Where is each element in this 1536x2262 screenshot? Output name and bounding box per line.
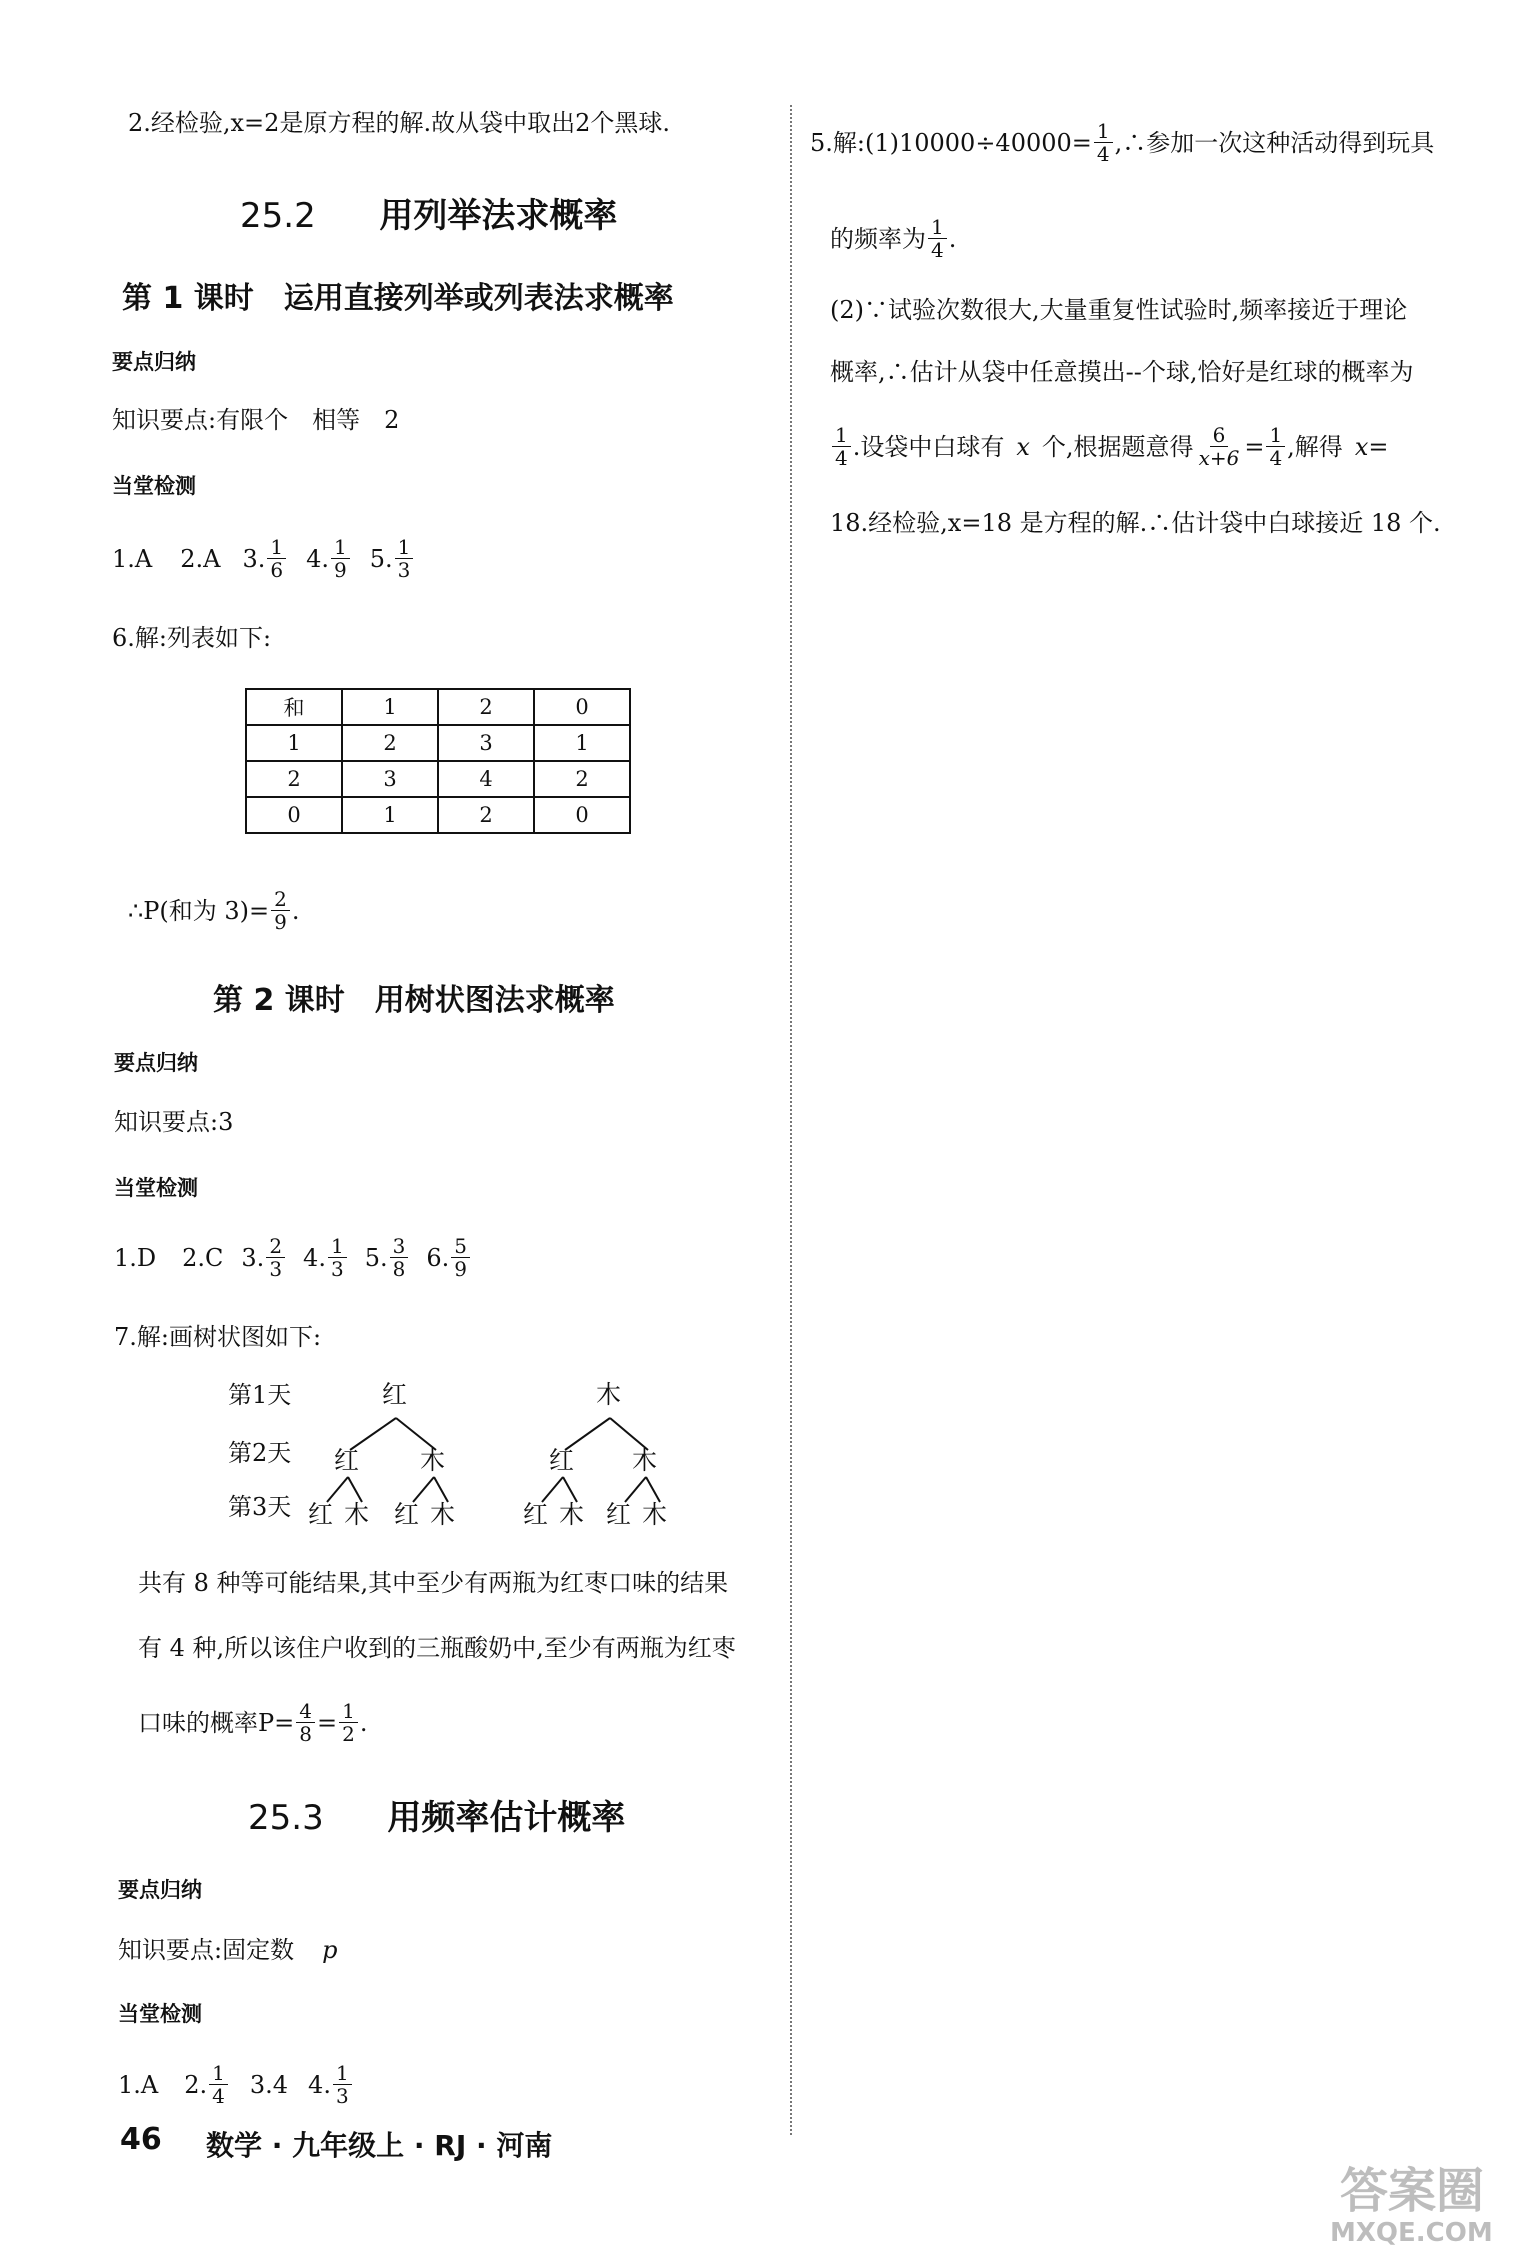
right-line-3: (2)∵试验次数很大,大量重复性试验时,频率接近于理论 (830, 296, 1408, 324)
fraction: $\frac{1}{4}$ (928, 216, 947, 261)
section-25-3-heading (248, 1790, 625, 1839)
line-top: 2.经检验,x=2是原方程的解.故从袋中取出2个黑球. (128, 109, 670, 137)
zhishi-3 (118, 1935, 337, 1965)
fraction: $\frac{5}{9}$ (451, 1235, 470, 1280)
text: .设袋中白球有 (852, 432, 1005, 461)
lesson-1-title: 第 1 课时 运用直接列举或列表法求概率 (122, 281, 674, 316)
table-cell: 和 (246, 689, 342, 725)
equals-sign: = (317, 1708, 338, 1737)
answer-4: 4. (308, 2070, 331, 2099)
answer-3: 3.4 (249, 2070, 289, 2099)
equals-sign: = (1368, 432, 1389, 461)
tree-node: 木 (632, 1446, 658, 1475)
tree-node: 木 (344, 1500, 370, 1529)
tree-node: 红 (334, 1446, 360, 1475)
question-7: 7.解:画树状图如下: (114, 1323, 322, 1351)
lesson-2-title: 第 2 课时 用树状图法求概率 (213, 983, 615, 1018)
q5-part1-text: 5.解:(1)10000÷40000= (810, 128, 1092, 157)
fraction: $\frac{1}{4}$ (209, 2062, 228, 2107)
fraction: $\frac{1}{3}$ (333, 2062, 352, 2107)
yaodian-heading-1: 要点归纳 (112, 350, 196, 374)
dangtang-heading-3: 当堂检测 (118, 2002, 202, 2026)
yaodian-heading-2: 要点归纳 (114, 1051, 198, 1075)
right-line-4: 概率,∴估计从袋中任意摸出--个球,恰好是红球的概率为 (830, 358, 1414, 386)
table-cell: 1 (246, 725, 342, 761)
tree-node: 红 (523, 1500, 549, 1529)
tree-node: 红 (394, 1500, 420, 1529)
table-cell: 4 (438, 761, 534, 797)
fraction: $\frac{2}{3}$ (266, 1235, 285, 1280)
dangtang-heading-1: 当堂检测 (112, 474, 196, 498)
zhishi-2: 知识要点:3 (114, 1108, 234, 1136)
answers-3 (118, 2062, 354, 2107)
conclusion-text: ∴P(和为 3)= (128, 896, 270, 925)
tree-node: 红 (606, 1500, 632, 1529)
tree-lines (0, 0, 800, 1560)
fraction: $\frac{1}{4}$ (1094, 120, 1113, 165)
probability-text: 口味的概率P= (138, 1708, 295, 1737)
equals-sign: = (1244, 432, 1265, 461)
tree-node: 木 (642, 1500, 668, 1529)
paragraph-line-2: 有 4 种,所以该住户收到的三瓶酸奶中,至少有两瓶为红枣 (138, 1634, 736, 1662)
answer-2: 2.C (182, 1243, 224, 1272)
table-cell: 2 (438, 797, 534, 833)
fraction: $\frac{4}{8}$ (296, 1700, 315, 1745)
table-cell: 2 (246, 761, 342, 797)
answer-2: 2.A (180, 544, 221, 573)
variable-x: x (1016, 432, 1030, 461)
period: . (948, 224, 957, 253)
tree-node: 红 (549, 1446, 575, 1475)
answer-5: 5. (369, 544, 393, 573)
fraction: $\frac{6}{x+6}$ (1198, 423, 1240, 470)
answer-1: 1.A (118, 2070, 159, 2099)
tree-node: 木 (559, 1500, 585, 1529)
table-cell: 0 (246, 797, 342, 833)
answer-6: 6. (426, 1243, 450, 1272)
fraction: $\frac{1}{6}$ (267, 536, 286, 581)
fraction: $\frac{3}{8}$ (390, 1235, 409, 1280)
fraction: $\frac{1}{3}$ (395, 536, 414, 581)
tree-node: 木 (420, 1446, 446, 1475)
right-line-2 (830, 216, 956, 261)
zhishi-text: 知识要点:固定数 (118, 1936, 295, 1964)
answer-1: 1.D (114, 1243, 157, 1272)
yaodian-heading-3: 要点归纳 (118, 1878, 202, 1902)
table-cell: 1 (342, 689, 438, 725)
fraction: $\frac{1}{4}$ (1266, 424, 1285, 469)
paragraph-line-3 (138, 1700, 367, 1745)
day-3-label: 第3天 (228, 1493, 292, 1521)
period: . (359, 1708, 368, 1737)
answer-3: 3. (241, 1243, 265, 1272)
dangtang-heading-2: 当堂检测 (114, 1176, 198, 1200)
answer-1: 1.A (112, 544, 153, 573)
answer-4: 4. (303, 1243, 326, 1272)
day-1-label: 第1天 (228, 1381, 292, 1409)
question-6: 6.解:列表如下: (112, 624, 272, 652)
section-title: 用频率估计概率 (387, 1798, 626, 1838)
fraction: $\frac{1}{9}$ (331, 536, 350, 581)
section-number: 25.3 (248, 1798, 324, 1838)
table-cell: 2 (438, 689, 534, 725)
text: ,解得 (1287, 432, 1343, 461)
tree-node: 木 (596, 1380, 622, 1409)
right-line-5 (830, 424, 1388, 469)
table-cell: 2 (342, 725, 438, 761)
answer-4: 4. (306, 544, 330, 573)
variable-x: x (1354, 432, 1369, 461)
day-2-label: 第2天 (228, 1439, 292, 1467)
section-title: 用列举法求概率 (379, 196, 618, 236)
zhishi-1: 知识要点:有限个 相等 2 (112, 406, 400, 434)
zhishi-p: p (322, 1936, 338, 1964)
answer-5: 5. (364, 1243, 388, 1272)
right-line-6: 18.经检验,x=18 是方程的解.∴估计袋中白球接近 18 个. (830, 509, 1441, 537)
paragraph-line-1: 共有 8 种等可能结果,其中至少有两瓶为红枣口味的结果 (138, 1569, 729, 1597)
table-cell: 2 (534, 761, 630, 797)
table-cell: 1 (342, 797, 438, 833)
text: 个,根据题意得 (1041, 432, 1194, 461)
fraction: $\frac{1}{4}$ (832, 424, 851, 469)
table-cell: 0 (534, 689, 630, 725)
answer-3: 3. (242, 544, 266, 573)
answer-2: 2. (184, 2070, 208, 2099)
tree-node: 红 (382, 1380, 408, 1409)
fraction: $\frac{1}{2}$ (339, 1700, 358, 1745)
right-line-1 (810, 120, 1434, 165)
table-cell: 1 (534, 725, 630, 761)
tree-node: 红 (308, 1500, 334, 1529)
watermark-url: MXQE.COM (1330, 2218, 1493, 2248)
period: . (291, 896, 300, 925)
frequency-text: 的频率为 (830, 224, 926, 253)
section-number: 25.2 (240, 196, 316, 236)
fraction: $\frac{1}{3}$ (328, 1235, 347, 1280)
fraction: $\frac{2}{9}$ (271, 888, 290, 933)
table-cell: 3 (438, 725, 534, 761)
tree-node: 木 (430, 1500, 456, 1529)
footer-text: 数学 · 九年级上 · RJ · 河南 (206, 2129, 553, 2162)
page-number: 46 (120, 2122, 162, 2157)
q5-part1-text-cont: ,∴参加一次这种活动得到玩具 (1114, 128, 1435, 157)
watermark-logo: 答案圈 (1340, 2163, 1485, 2219)
table-cell: 3 (342, 761, 438, 797)
table-cell: 0 (534, 797, 630, 833)
